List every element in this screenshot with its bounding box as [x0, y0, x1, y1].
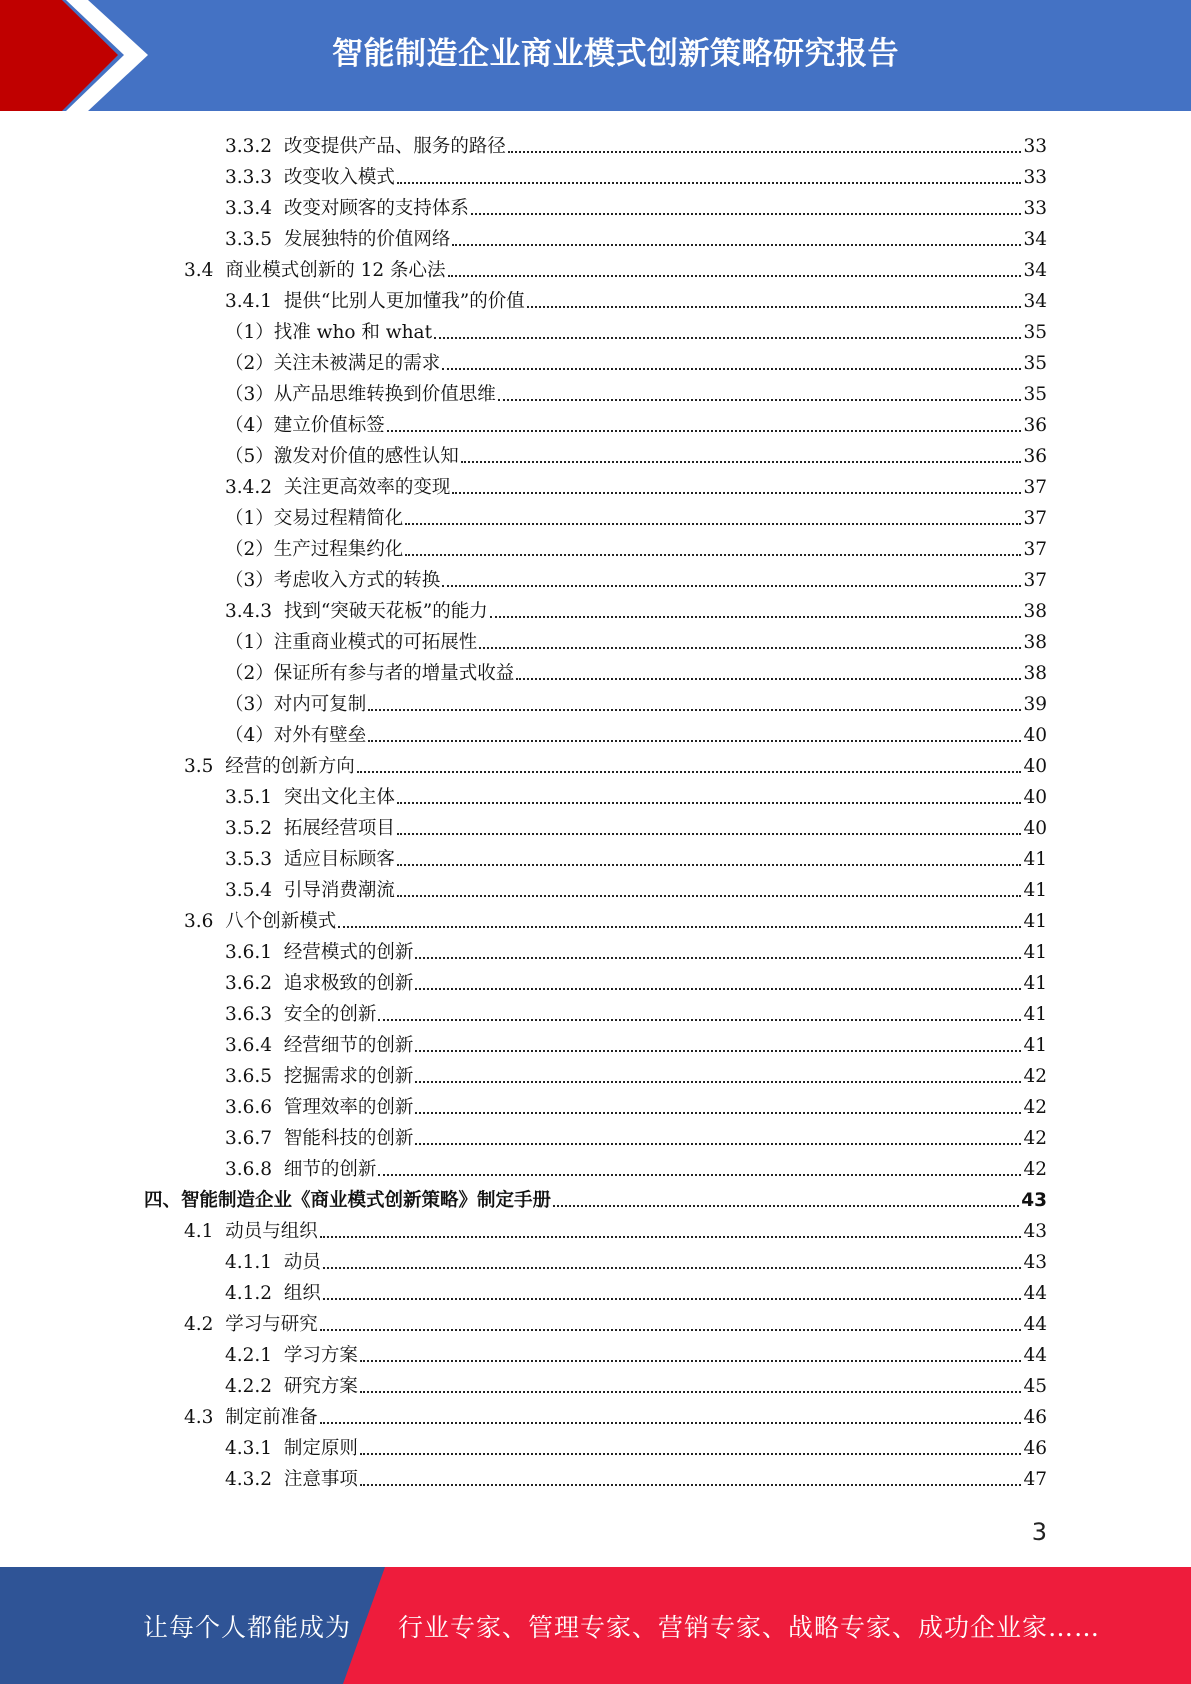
toc-entry-title: 建立价值标签 — [273, 415, 385, 436]
toc-entry-number: 3.5.2 — [225, 818, 273, 839]
page-header — [0, 0, 1191, 111]
toc-entry-page: 33 — [1023, 167, 1047, 188]
toc-dot-leader — [415, 1112, 1021, 1114]
toc-entry-gap — [272, 849, 284, 871]
toc-entry-number: 3.6.2 — [225, 973, 273, 994]
toc-entry[interactable] — [225, 313, 1047, 344]
toc-entry[interactable] — [225, 1367, 1047, 1398]
toc-entry-page: 40 — [1023, 725, 1047, 746]
toc-entry-number: 3.6.3 — [225, 1004, 273, 1025]
toc-entry[interactable] — [225, 158, 1047, 189]
toc-entry-page: 38 — [1023, 663, 1047, 684]
toc-entry-number: 3.5.1 — [225, 787, 273, 808]
toc-entry-number: 3.3.5 — [225, 229, 273, 250]
toc-dot-leader — [323, 1298, 1022, 1300]
toc-entry-number: 3.3.4 — [225, 198, 273, 219]
toc-dot-leader — [368, 740, 1021, 742]
toc-entry-number: （2） — [225, 663, 274, 684]
toc-entry-number: 3.6.6 — [225, 1097, 273, 1118]
toc-entry-gap — [272, 291, 284, 313]
toc-entry-number: 4.3 — [184, 1407, 214, 1428]
toc-entry-gap — [272, 1345, 284, 1367]
toc-entry-title: 对内可复制 — [273, 694, 367, 715]
toc-entry-number: 4.1 — [184, 1221, 214, 1242]
toc-entry-title: 经营的创新方向 — [225, 756, 355, 777]
toc-dot-leader — [397, 895, 1022, 897]
toc-entry-title: 八个创新模式 — [225, 911, 337, 932]
toc-entry-title: 关注更高效率的变现 — [283, 477, 451, 498]
toc-entry-gap — [272, 1438, 284, 1460]
toc-entry-page: 37 — [1023, 539, 1047, 560]
toc-entry-title: 管理效率的创新 — [283, 1097, 414, 1118]
toc-entry[interactable] — [184, 747, 1047, 778]
toc-entry-gap — [272, 1376, 284, 1398]
toc-entry[interactable] — [225, 1429, 1047, 1460]
toc-entry-title: 提供“比别人更加懂我”的价值 — [283, 291, 525, 312]
toc-entry-page: 38 — [1023, 601, 1047, 622]
toc-entry-title: 经营细节的创新 — [283, 1035, 414, 1056]
toc-entry-title: 找到“突破天花板”的能力 — [283, 601, 488, 622]
toc-entry-title: 研究方案 — [283, 1376, 358, 1397]
toc-dot-leader — [387, 430, 1022, 432]
toc-dot-leader — [553, 1205, 1019, 1207]
toc-entry-number: 3.4.3 — [225, 601, 273, 622]
toc-entry-gap — [272, 477, 284, 499]
toc-entry-title: 激发对价值的感性认知 — [273, 446, 459, 467]
toc-entry-title: 交易过程精简化 — [273, 508, 404, 529]
toc-entry-number: （1） — [225, 632, 274, 653]
toc-entry-number: 4.3.2 — [225, 1469, 273, 1490]
toc-entry-gap — [272, 1035, 284, 1057]
toc-entry[interactable] — [225, 282, 1047, 313]
toc-entry[interactable] — [225, 1460, 1047, 1491]
toc-entry-number: （4） — [225, 725, 274, 746]
toc-dot-leader — [397, 182, 1022, 184]
toc-entry-page: 44 — [1023, 1283, 1047, 1304]
toc-entry[interactable] — [225, 1336, 1047, 1367]
toc-entry[interactable] — [225, 716, 1047, 747]
footer-slogan-right: 行业专家、管理专家、营销专家、战略专家、成功企业家…… — [398, 1612, 1101, 1642]
toc-entry-gap — [213, 1407, 225, 1429]
toc-dot-leader — [320, 1329, 1022, 1331]
report-title: 智能制造企业商业模式创新策略研究报告 — [332, 35, 899, 72]
page-number: 3 — [1031, 1518, 1047, 1546]
toc-entry-gap — [213, 260, 225, 282]
toc-dot-leader — [368, 709, 1021, 711]
toc-entry-title: 挖掘需求的创新 — [283, 1066, 414, 1087]
toc-dot-leader — [360, 1453, 1022, 1455]
toc-entry-page: 46 — [1023, 1438, 1047, 1459]
toc-entry[interactable] — [225, 220, 1047, 251]
toc-entry-gap — [272, 1159, 284, 1181]
toc-entry-page: 39 — [1023, 694, 1047, 715]
toc-entry[interactable] — [225, 375, 1047, 406]
toc-entry-title: 安全的创新 — [283, 1004, 377, 1025]
toc-entry-page: 41 — [1023, 1035, 1047, 1056]
toc-entry-gap — [272, 973, 284, 995]
toc-entry-number: （4） — [225, 415, 274, 436]
toc-entry-page: 43 — [1023, 1252, 1047, 1273]
toc-entry-number: 3.6.4 — [225, 1035, 273, 1056]
header-arrow-decoration — [0, 0, 160, 111]
toc-entry-page: 33 — [1023, 198, 1047, 219]
toc-dot-leader — [434, 337, 1021, 339]
toc-entry[interactable] — [225, 1057, 1047, 1088]
toc-entry-gap — [272, 880, 284, 902]
toc-entry-number: 4.1.1 — [225, 1252, 273, 1273]
toc-dot-leader — [498, 399, 1022, 401]
toc-entry-page: 45 — [1023, 1376, 1047, 1397]
toc-entry[interactable] — [225, 1274, 1047, 1305]
toc-entry[interactable] — [225, 995, 1047, 1026]
toc-entry-page: 37 — [1023, 477, 1047, 498]
toc-entry-title: 制定前准备 — [225, 1407, 318, 1428]
toc-entry[interactable] — [184, 902, 1047, 933]
toc-entry[interactable] — [225, 468, 1047, 499]
toc-entry[interactable] — [225, 623, 1047, 654]
toc-entry-title: 改变收入模式 — [283, 167, 395, 188]
toc-entry-title: 对外有壁垒 — [273, 725, 367, 746]
toc-entry[interactable] — [225, 406, 1047, 437]
toc-entry[interactable] — [225, 778, 1047, 809]
toc-dot-leader — [527, 306, 1022, 308]
toc-entry[interactable] — [225, 964, 1047, 995]
toc-entry[interactable] — [225, 933, 1047, 964]
toc-entry-page: 43 — [1021, 1190, 1047, 1211]
toc-entry-number: 3.3.3 — [225, 167, 273, 188]
toc-entry-page: 44 — [1023, 1345, 1047, 1366]
toc-entry-gap — [213, 1221, 225, 1243]
toc-entry[interactable] — [184, 251, 1047, 282]
toc-entry-page: 40 — [1023, 818, 1047, 839]
toc-entry-gap — [213, 1314, 225, 1336]
toc-entry-number: （5） — [225, 446, 274, 467]
toc-entry-page: 42 — [1023, 1128, 1047, 1149]
toc-entry[interactable] — [144, 1181, 1047, 1212]
toc-dot-leader — [490, 616, 1022, 618]
toc-entry[interactable] — [225, 685, 1047, 716]
toc-entry-title: 追求极致的创新 — [283, 973, 414, 994]
toc-entry-gap — [213, 756, 225, 778]
toc-entry-number: 3.4.2 — [225, 477, 273, 498]
toc-entry-page: 34 — [1023, 260, 1047, 281]
toc-entry-title: 引导消费潮流 — [283, 880, 395, 901]
toc-entry-number: 3.6.7 — [225, 1128, 273, 1149]
toc-entry[interactable] — [184, 1305, 1047, 1336]
toc-entry-title: 关注未被满足的需求 — [273, 353, 441, 374]
toc-entry-gap — [272, 601, 284, 623]
toc-entry-page: 42 — [1023, 1159, 1047, 1180]
toc-entry-number: 4.2.2 — [225, 1376, 273, 1397]
toc-entry[interactable] — [225, 592, 1047, 623]
toc-entry-title: 细节的创新 — [283, 1159, 377, 1180]
toc-entry-gap — [272, 229, 284, 251]
toc-dot-leader — [360, 1484, 1022, 1486]
toc-entry-page: 41 — [1023, 942, 1047, 963]
toc-dot-leader — [448, 275, 1022, 277]
toc-entry[interactable] — [225, 654, 1047, 685]
toc-entry-number: （3） — [225, 570, 274, 591]
toc-entry-page: 40 — [1023, 787, 1047, 808]
toc-entry-number: （2） — [225, 353, 274, 374]
toc-entry-gap — [272, 942, 284, 964]
toc-dot-leader — [415, 1050, 1021, 1052]
toc-entry-title: 突出文化主体 — [283, 787, 395, 808]
toc-entry-page: 37 — [1023, 508, 1047, 529]
toc-dot-leader — [397, 833, 1022, 835]
toc-entry-title: 从产品思维转换到价值思维 — [273, 384, 496, 405]
toc-entry-page: 46 — [1023, 1407, 1047, 1428]
toc-entry-gap — [272, 167, 284, 189]
toc-entry-title: 拓展经营项目 — [283, 818, 395, 839]
toc-entry-title: 制定原则 — [283, 1438, 358, 1459]
toc-entry-page: 41 — [1023, 1004, 1047, 1025]
toc-entry-title: 生产过程集约化 — [273, 539, 404, 560]
toc-dot-leader — [415, 1081, 1021, 1083]
toc-entry-title: 智能制造企业《商业模式创新策略》制定手册 — [181, 1190, 552, 1211]
toc-entry[interactable] — [225, 189, 1047, 220]
toc-entry-page: 41 — [1023, 880, 1047, 901]
toc-entry-title: 经营模式的创新 — [283, 942, 414, 963]
toc-entry[interactable] — [225, 499, 1047, 530]
toc-dot-leader — [405, 523, 1021, 525]
toc-entry-title: 动员与组织 — [225, 1221, 318, 1242]
toc-entry-number: 3.6.8 — [225, 1159, 273, 1180]
toc-dot-leader — [415, 957, 1021, 959]
footer-slogan-left: 让每个人都能成为 — [143, 1612, 352, 1642]
toc-entry-page: 35 — [1023, 322, 1047, 343]
toc-entry-title: 改变提供产品、服务的路径 — [283, 136, 506, 157]
toc-entry[interactable] — [225, 530, 1047, 561]
toc-dot-leader — [415, 1143, 1021, 1145]
toc-entry-number: （3） — [225, 694, 274, 715]
toc-entry-title: 学习方案 — [283, 1345, 358, 1366]
toc-entry[interactable] — [225, 871, 1047, 902]
toc-entry-gap — [272, 198, 284, 220]
toc-entry[interactable] — [225, 344, 1047, 375]
toc-entry-number: 4.2 — [184, 1314, 214, 1335]
toc-entry-page: 34 — [1023, 291, 1047, 312]
toc-entry-title: 商业模式创新的 12 条心法 — [225, 260, 446, 281]
toc-entry-title: 组织 — [283, 1283, 321, 1304]
toc-dot-leader — [452, 244, 1021, 246]
toc-entry-number: 3.3.2 — [225, 136, 273, 157]
toc-entry[interactable] — [225, 809, 1047, 840]
toc-entry-gap — [272, 1252, 284, 1274]
toc-entry-page: 42 — [1023, 1066, 1047, 1087]
toc-entry-page: 43 — [1023, 1221, 1047, 1242]
toc-entry[interactable] — [225, 1243, 1047, 1274]
toc-entry-page: 42 — [1023, 1097, 1047, 1118]
toc-dot-leader — [360, 1360, 1022, 1362]
toc-entry-gap — [272, 1004, 284, 1026]
toc-entry-page: 36 — [1023, 446, 1047, 467]
toc-entry-page: 34 — [1023, 229, 1047, 250]
toc-entry-number: （1） — [225, 508, 274, 529]
toc-entry-number: 3.5.3 — [225, 849, 273, 870]
toc-dot-leader — [320, 1422, 1022, 1424]
toc-dot-leader — [442, 368, 1021, 370]
toc-dot-leader — [516, 678, 1021, 680]
toc-dot-leader — [461, 461, 1022, 463]
toc-entry-number: 3.6 — [184, 911, 214, 932]
toc-entry-gap — [272, 1283, 284, 1305]
toc-dot-leader — [360, 1391, 1022, 1393]
toc-entry-number: （3） — [225, 384, 274, 405]
toc-dot-leader — [405, 554, 1021, 556]
toc-entry-number: 3.4 — [184, 260, 214, 281]
toc-entry-number: 3.4.1 — [225, 291, 273, 312]
toc-entry-page: 38 — [1023, 632, 1047, 653]
toc-dot-leader — [397, 864, 1022, 866]
toc-entry[interactable] — [184, 1212, 1047, 1243]
toc-entry-gap — [272, 136, 284, 158]
toc-entry-title: 找准 who 和 what — [273, 322, 433, 343]
toc-entry[interactable] — [225, 840, 1047, 871]
toc-entry-number: 四、 — [144, 1190, 182, 1211]
toc-entry-gap — [272, 1128, 284, 1150]
toc-entry-page: 41 — [1023, 911, 1047, 932]
toc-entry-title: 保证所有参与者的增量式收益 — [273, 663, 515, 684]
toc-entry-gap — [272, 1469, 284, 1491]
toc-dot-leader — [357, 771, 1022, 773]
toc-entry[interactable] — [225, 1026, 1047, 1057]
toc-entry-gap — [272, 818, 284, 840]
toc-entry-number: 3.6.1 — [225, 942, 273, 963]
toc-entry[interactable] — [225, 127, 1047, 158]
toc-entry-page: 47 — [1023, 1469, 1047, 1490]
toc-entry-number: 3.5 — [184, 756, 214, 777]
toc-entry-page: 35 — [1023, 384, 1047, 405]
toc-entry-page: 41 — [1023, 849, 1047, 870]
toc-entry-page: 36 — [1023, 415, 1047, 436]
toc-entry-number: 4.1.2 — [225, 1283, 273, 1304]
toc-entry[interactable] — [225, 1088, 1047, 1119]
toc-dot-leader — [323, 1267, 1022, 1269]
toc-entry-page: 33 — [1023, 136, 1047, 157]
toc-dot-leader — [452, 492, 1021, 494]
toc-entry-page: 37 — [1023, 570, 1047, 591]
toc-entry-gap — [272, 787, 284, 809]
toc-entry-title: 考虑收入方式的转换 — [273, 570, 441, 591]
toc-entry-number: 4.3.1 — [225, 1438, 273, 1459]
toc-entry[interactable] — [225, 1119, 1047, 1150]
toc-entry-number: （1） — [225, 322, 274, 343]
toc-entry[interactable] — [225, 437, 1047, 468]
toc-entry-title: 动员 — [283, 1252, 321, 1273]
toc-entry-gap — [272, 1066, 284, 1088]
toc-dot-leader — [397, 802, 1022, 804]
toc-entry-page: 41 — [1023, 973, 1047, 994]
toc-dot-leader — [338, 926, 1021, 928]
toc-entry[interactable] — [225, 561, 1047, 592]
toc-entry-page: 40 — [1023, 756, 1047, 777]
toc-entry-gap — [272, 1097, 284, 1119]
toc-dot-leader — [479, 647, 1021, 649]
toc-entry-page: 35 — [1023, 353, 1047, 374]
toc-entry[interactable] — [225, 1150, 1047, 1181]
toc-dot-leader — [415, 988, 1021, 990]
toc-entry-title: 发展独特的价值网络 — [283, 229, 451, 250]
toc-entry-title: 适应目标顾客 — [283, 849, 395, 870]
toc-dot-leader — [442, 585, 1021, 587]
toc-entry-title: 学习与研究 — [225, 1314, 318, 1335]
toc-dot-leader — [320, 1236, 1022, 1238]
toc-dot-leader — [508, 151, 1022, 153]
toc-entry-number: 3.6.5 — [225, 1066, 273, 1087]
toc-entry-number: （2） — [225, 539, 274, 560]
toc-entry-page: 44 — [1023, 1314, 1047, 1335]
toc-entry[interactable] — [184, 1398, 1047, 1429]
toc-entry-title: 注重商业模式的可拓展性 — [273, 632, 478, 653]
page-footer — [0, 1567, 1191, 1684]
toc-entry-title: 改变对顾客的支持体系 — [283, 198, 469, 219]
toc-entry-number: 4.2.1 — [225, 1345, 273, 1366]
toc-entry-gap — [213, 911, 225, 933]
toc-entry-title: 注意事项 — [283, 1469, 358, 1490]
toc-dot-leader — [378, 1019, 1021, 1021]
toc-dot-leader — [471, 213, 1022, 215]
toc-entry-number: 3.5.4 — [225, 880, 273, 901]
toc-dot-leader — [378, 1174, 1021, 1176]
toc-entry-title: 智能科技的创新 — [283, 1128, 414, 1149]
